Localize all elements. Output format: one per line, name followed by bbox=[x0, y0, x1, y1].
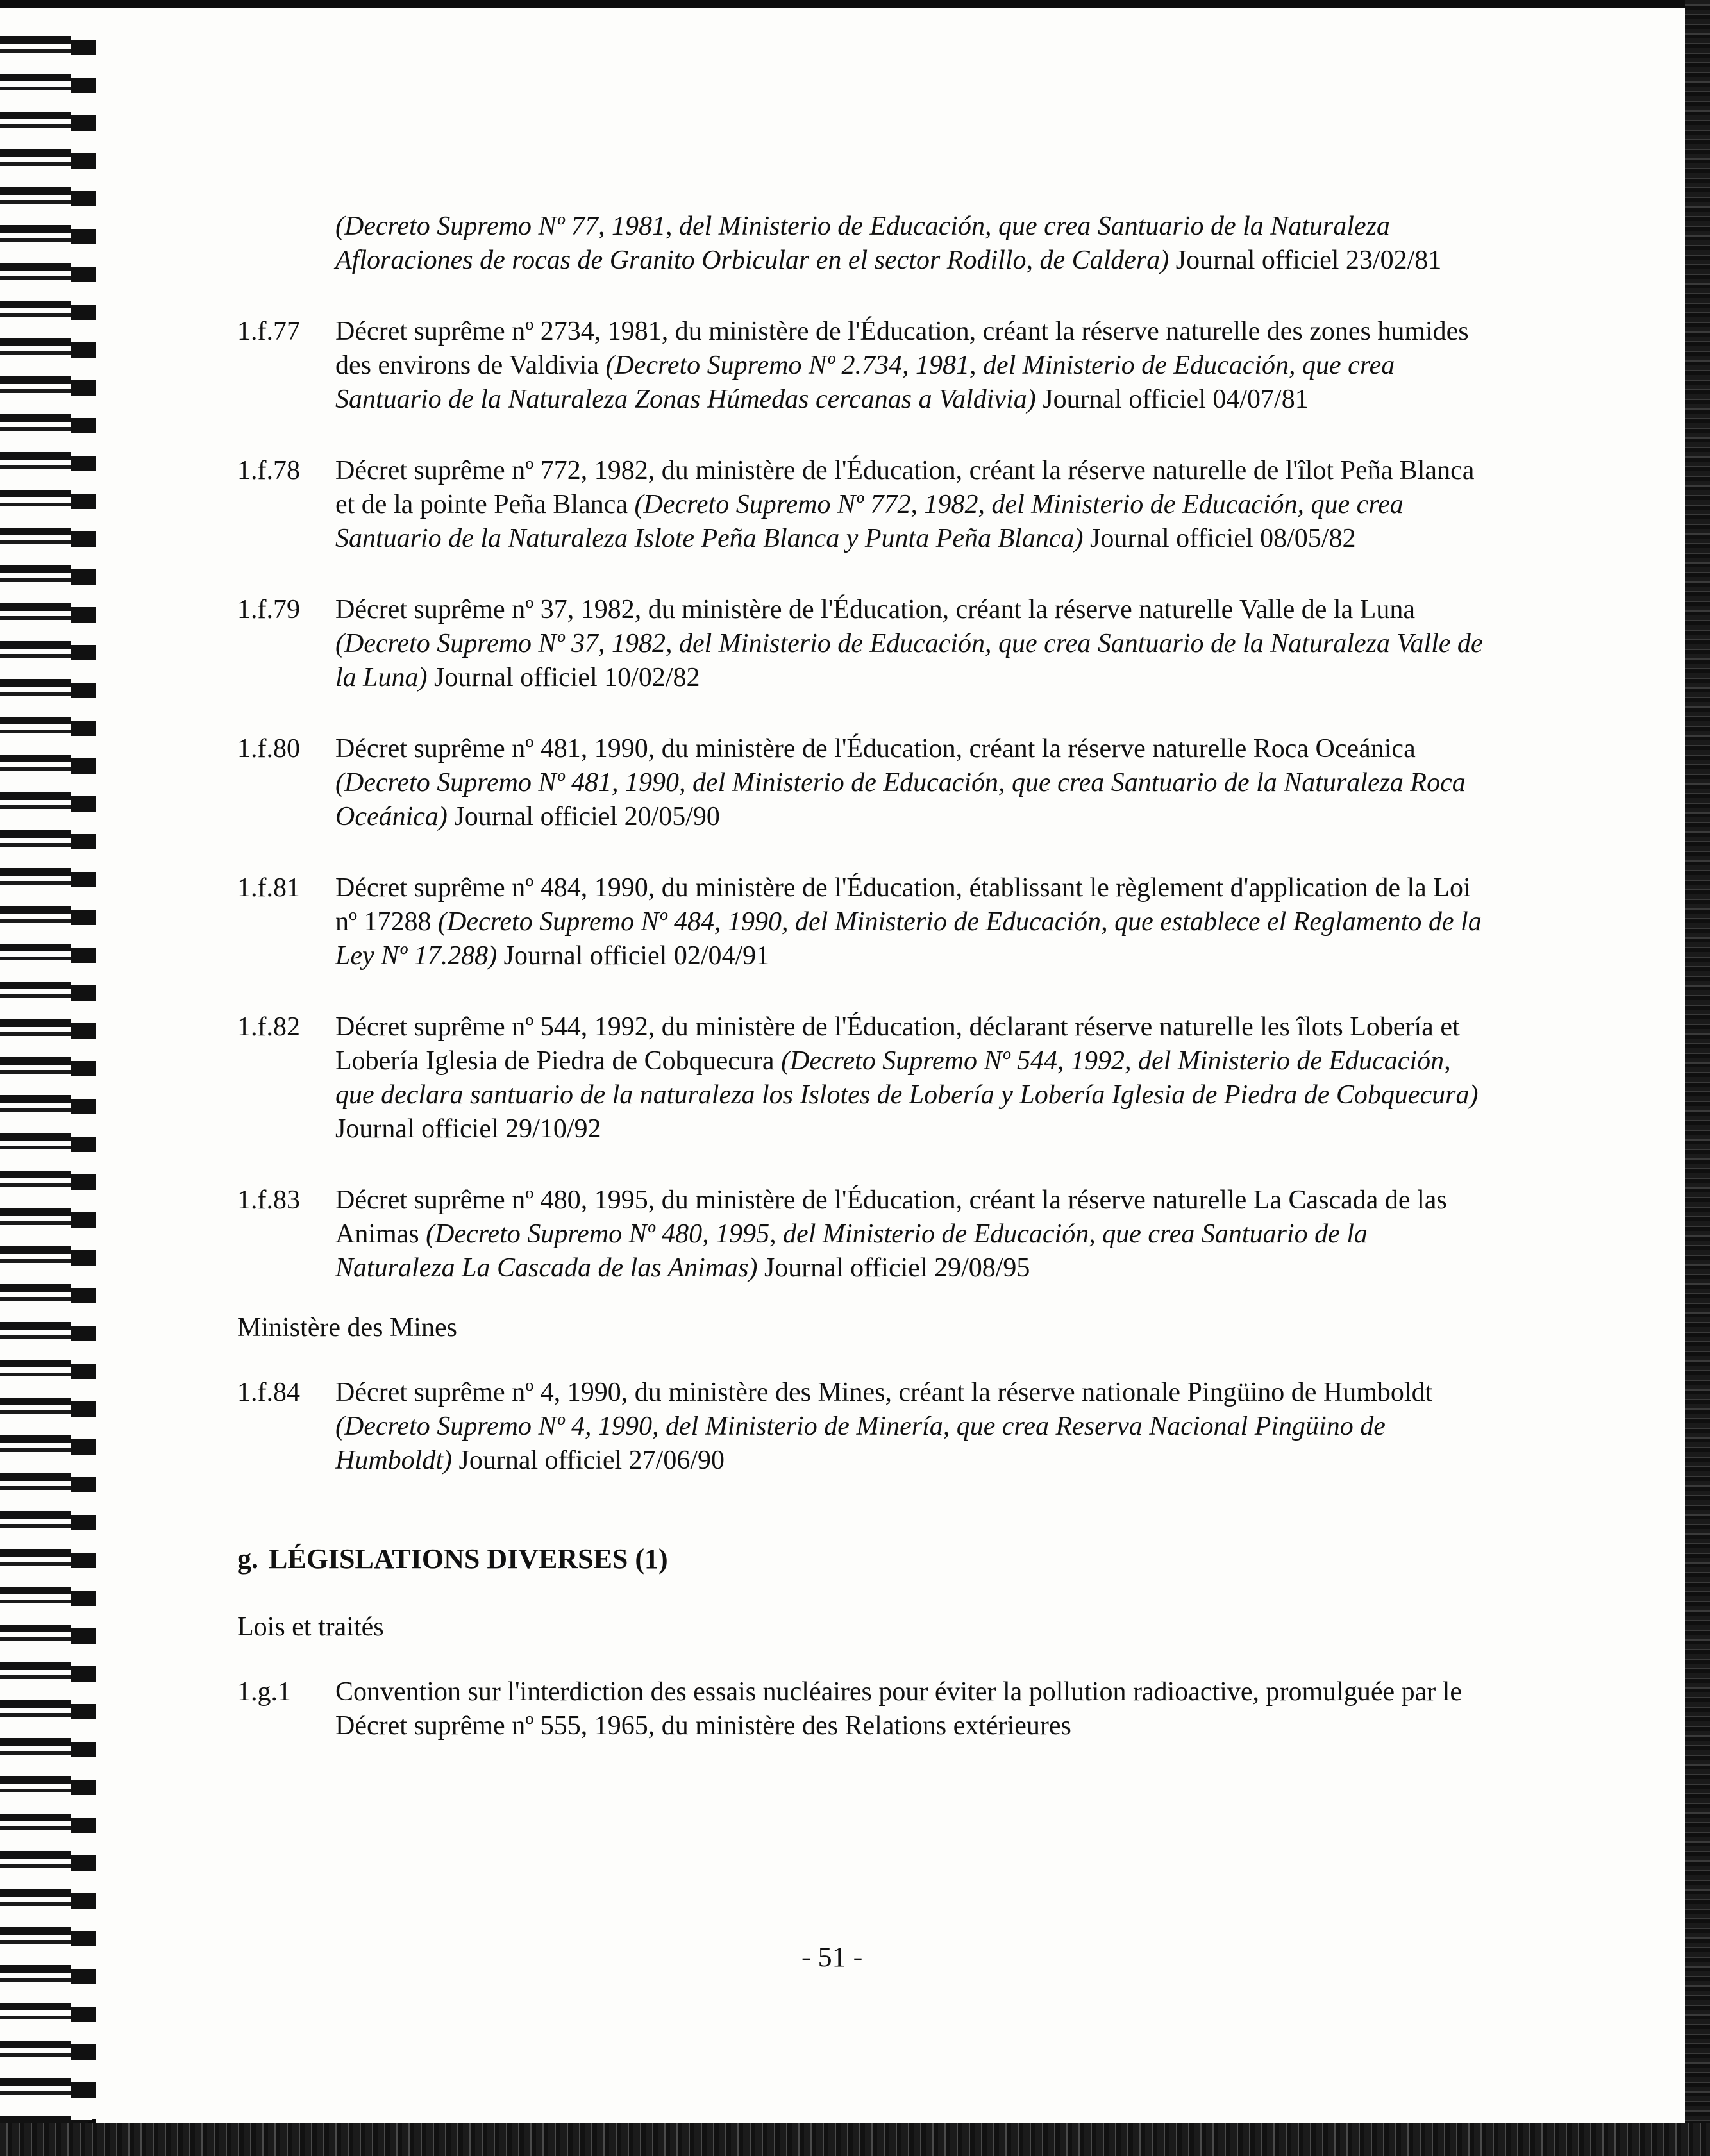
entry-number: 1.f.80 bbox=[237, 734, 300, 764]
entry-journal: Journal officiel 02/04/91 bbox=[497, 941, 770, 971]
entry-french-text: Décret suprême nº 2734, 1981, du ministère de l'Éducation, créant la réserve naturelle des zones humides des environs de Valdivia bbox=[335, 317, 1469, 380]
entry-french-text: Décret suprême nº 484, 1990, du ministère de l'Éducation, établissant le règlement d'application de la Loi nº 17288 bbox=[335, 873, 1471, 937]
section-heading bbox=[237, 1542, 1494, 1576]
entry-journal: Journal officiel 08/05/82 bbox=[1083, 524, 1356, 553]
section-label-mines: Ministère des Mines bbox=[237, 1313, 457, 1342]
entry-spanish-title: (Decreto Supremo Nº 480, 1995, del Ministerio de Educación, que crea Santuario de la Naturaleza La Cascada de las Animas) bbox=[335, 1219, 1368, 1283]
entry-journal: Journal officiel 04/07/81 bbox=[1035, 385, 1309, 414]
page-content bbox=[237, 210, 1494, 1780]
entry-journal: Journal officiel 29/10/92 bbox=[335, 1114, 601, 1144]
entry-french-text: Décret suprême nº 4, 1990, du ministère des Mines, créant la réserve nationale Pingüino de Humboldt bbox=[335, 1378, 1433, 1407]
entry-spanish-title: (Decreto Supremo Nº 37, 1982, del Ministerio de Educación, que crea Santuario de la Naturaleza Valle de la Luna) bbox=[335, 629, 1483, 692]
heading-text: LÉGISLATIONS DIVERSES (1) bbox=[269, 1543, 668, 1575]
entry-continuation bbox=[237, 210, 1494, 278]
entry-spanish-title: (Decreto Supremo Nº 484, 1990, del Ministerio de Educación, que establece el Reglamento de la Ley Nº 17.288) bbox=[335, 907, 1482, 971]
entry-number: 1.f.78 bbox=[237, 456, 300, 485]
entry-journal: Journal officiel 23/02/81 bbox=[1169, 246, 1442, 275]
entry-1f77 bbox=[237, 315, 1494, 417]
entry-1f82 bbox=[237, 1010, 1494, 1146]
heading-letter: g. bbox=[237, 1543, 258, 1575]
entry-spanish-title: (Decreto Supremo Nº 772, 1982, del Ministerio de Educación, que crea Santuario de la Naturaleza Islote Peña Blanca y Punta Peña Blanca) bbox=[335, 490, 1404, 553]
entry-french-text: Décret suprême nº 481, 1990, du ministère de l'Éducation, créant la réserve naturelle Roca Oceánica bbox=[335, 734, 1416, 764]
entry-1f81 bbox=[237, 871, 1494, 973]
page-number: - 51 - bbox=[801, 1941, 863, 1973]
entry-1f83 bbox=[237, 1183, 1494, 1285]
entry-spanish-title: (Decreto Supremo Nº 481, 1990, del Ministerio de Educación, que crea Santuario de la Naturaleza Roca Oceánica) bbox=[335, 768, 1466, 831]
entry-spanish-title: (Decreto Supremo Nº 4, 1990, del Ministerio de Minería, que crea Reserva Nacional Pingüino de Humboldt) bbox=[335, 1412, 1386, 1475]
document-page bbox=[0, 8, 1685, 2123]
entry-french-text: Décret suprême nº 544, 1992, du ministère de l'Éducation, déclarant réserve naturelle les îlots Lobería et Lobería Iglesia de Piedra de Cobquecura bbox=[335, 1012, 1460, 1076]
section-label-lois: Lois et traités bbox=[237, 1612, 384, 1642]
spiral-binding bbox=[0, 27, 96, 2123]
entry-1f80 bbox=[237, 732, 1494, 834]
entry-number: 1.f.81 bbox=[237, 873, 300, 903]
entry-1f78 bbox=[237, 454, 1494, 556]
entry-journal: Journal officiel 27/06/90 bbox=[452, 1446, 725, 1475]
entry-spanish-title: (Decreto Supremo Nº 77, 1981, del Ministerio de Educación, que crea Santuario de la Naturaleza Afloraciones de rocas de Granito Orbicular en el sector Rodillo, de Caldera) bbox=[335, 212, 1390, 275]
entry-1f84 bbox=[237, 1376, 1494, 1478]
entry-number: 1.f.77 bbox=[237, 317, 300, 346]
entry-french-text: Décret suprême nº 37, 1982, du ministère de l'Éducation, créant la réserve naturelle Valle de la Luna bbox=[335, 595, 1415, 624]
entry-number: 1.f.84 bbox=[237, 1378, 300, 1407]
entry-journal: Journal officiel 10/02/82 bbox=[427, 663, 700, 692]
entry-1f79 bbox=[237, 593, 1494, 695]
entry-number: 1.f.83 bbox=[237, 1185, 300, 1215]
entry-number: 1.f.82 bbox=[237, 1012, 300, 1042]
entry-1g1 bbox=[237, 1675, 1494, 1743]
entry-french-text: Décret suprême nº 772, 1982, du ministère de l'Éducation, créant la réserve naturelle de l'îlot Peña Blanca et de la pointe Peña Blanca bbox=[335, 456, 1475, 519]
entry-spanish-title: (Decreto Supremo Nº 544, 1992, del Ministerio de Educación, que declara santuario de la naturaleza los Islotes de Lobería y Lobería Iglesia de Piedra de Cobquecura) bbox=[335, 1046, 1479, 1110]
entry-number: 1.f.79 bbox=[237, 595, 300, 624]
entry-number: 1.g.1 bbox=[237, 1677, 291, 1707]
entry-journal: Journal officiel 29/08/95 bbox=[757, 1253, 1030, 1283]
entry-spanish-title: (Decreto Supremo Nº 2.734, 1981, del Ministerio de Educación, que crea Santuario de la Naturaleza Zonas Húmedas cercanas a Valdivia) bbox=[335, 351, 1395, 414]
entry-french-text: Décret suprême nº 480, 1995, du ministère de l'Éducation, créant la réserve naturelle La Cascada de las Animas bbox=[335, 1185, 1447, 1249]
scan-edge-right bbox=[1685, 0, 1710, 2156]
entry-text: Convention sur l'interdiction des essais nucléaires pour éviter la pollution radioactive, promulguée par le Décret suprême nº 555, 1965, du ministère des Relations extérieures bbox=[335, 1677, 1463, 1741]
scan-edge-bottom bbox=[0, 2123, 1710, 2156]
entry-journal: Journal officiel 20/05/90 bbox=[447, 802, 720, 831]
